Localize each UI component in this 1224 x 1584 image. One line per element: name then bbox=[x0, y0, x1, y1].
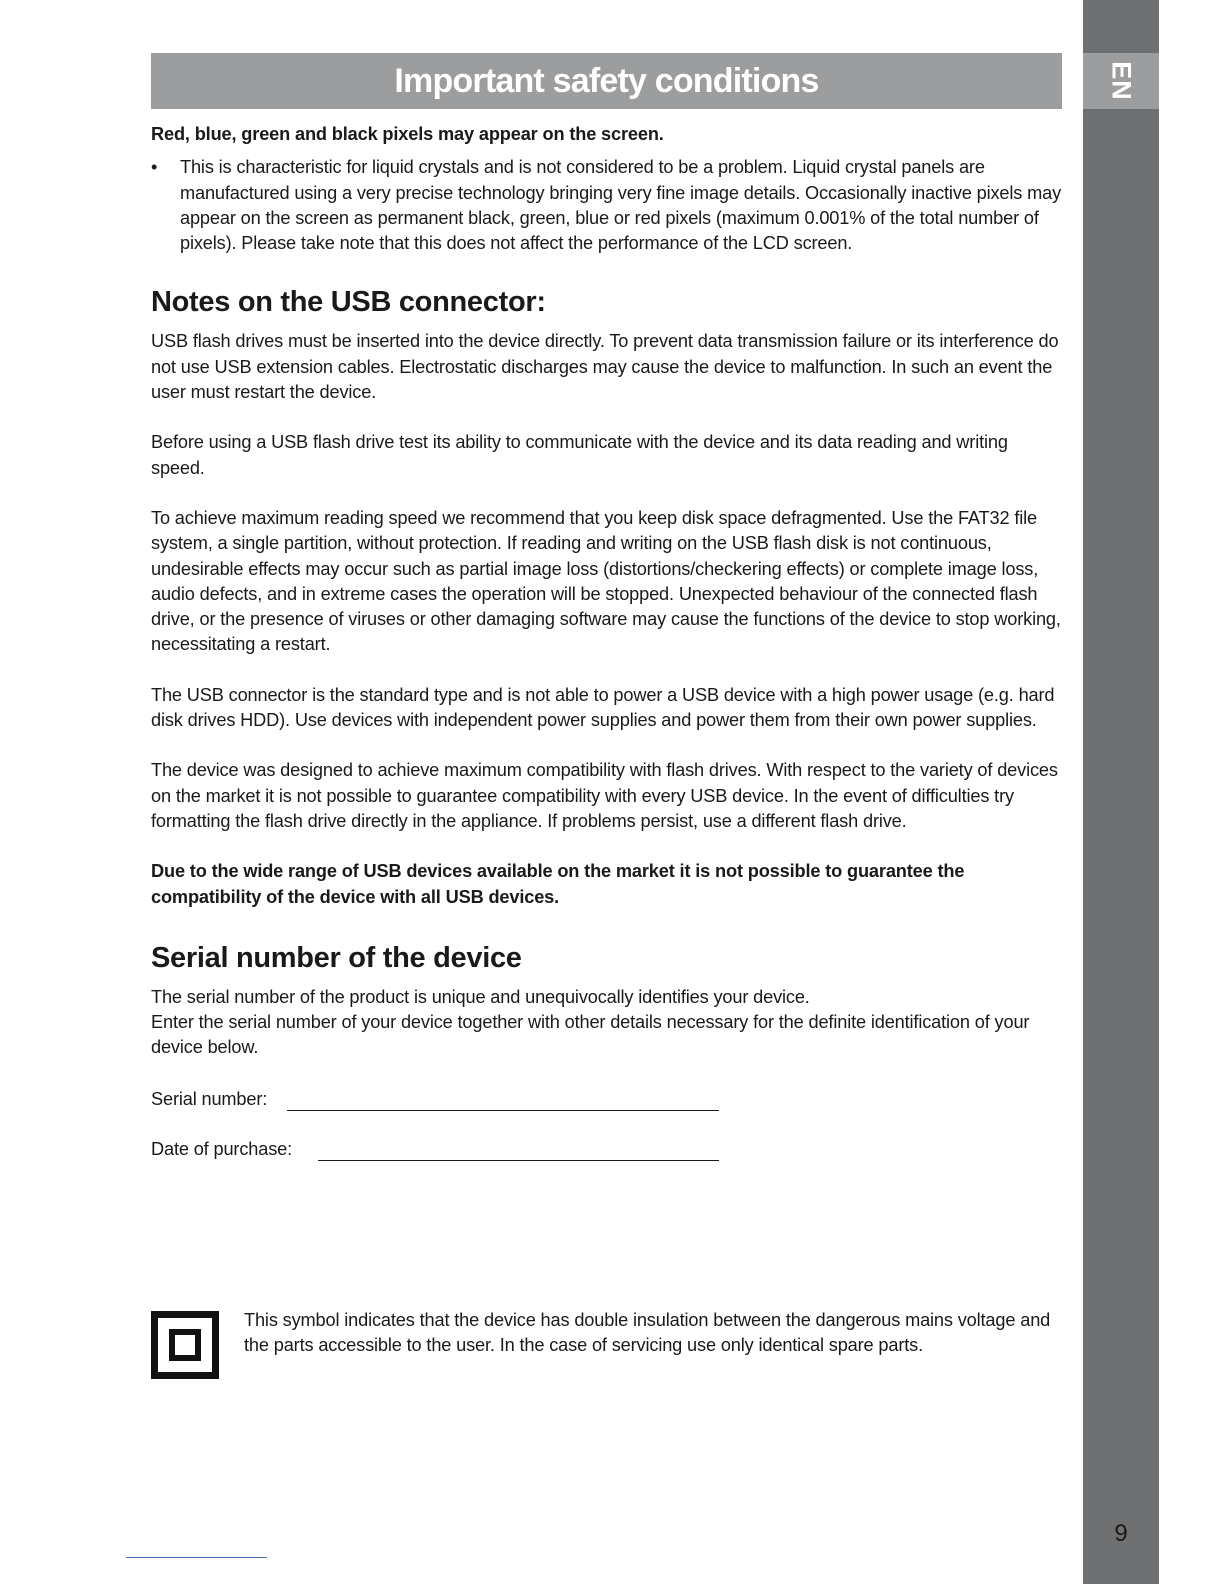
usb-heading: Notes on the USB connector: bbox=[151, 286, 546, 319]
usb-compatibility-note: Due to the wide range of USB devices available on the market it is not possible to guarantee the compatibility of the device with all USB devices. bbox=[151, 861, 965, 907]
serial-number-blank[interactable] bbox=[287, 1110, 719, 1111]
serial-line-2: Enter the serial number of your device together with other details necessary for the definite identification of your device below. bbox=[151, 1012, 1030, 1058]
usb-paragraph: The USB connector is the standard type and is not able to power a USB device with a high power usage (e.g. hard disk drives HDD). Use devices with independent power supplies and power them from their own power supplies. bbox=[151, 684, 1055, 731]
serial-line-1: The serial number of the product is unique and unequivocally identifies your device. bbox=[151, 986, 810, 1007]
page-number: 9 bbox=[1114, 1520, 1128, 1547]
double-insulation-text: This symbol indicates that the device has double insulation between the dangerous mains voltage and the parts accessible to the user. In the case of servicing use only identical spare parts. bbox=[244, 1310, 1051, 1356]
usb-paragraph: USB flash drives must be inserted into the device directly. To prevent data transmission failure or its interference do not use USB extension cables. Electrostatic discharges may cause the device to malfunction. In such an event the user must restart the device. bbox=[151, 331, 1059, 403]
pixels-lead: Red, blue, green and black pixels may appear on the screen. bbox=[151, 124, 664, 144]
language-label: EN bbox=[1106, 61, 1137, 101]
usb-paragraph: The device was designed to achieve maximum compatibility with flash drives. With respect to the variety of devices on the market it is not possible to guarantee compatibility with every USB device. In the event of difficulties try formatting the flash drive directly in the appliance. If problems persist, use a different flash drive. bbox=[151, 760, 1058, 831]
page-title: Important safety conditions bbox=[394, 61, 819, 100]
date-of-purchase-blank[interactable] bbox=[318, 1160, 719, 1161]
side-strip bbox=[1083, 0, 1159, 1584]
pixels-bullet-text: This is characteristic for liquid crystals and is not considered to be a problem. Liquid crystal panels are manufactured using a very precise technology bringing very fine image details. Occasionally inactive pixels may appear on the screen as permanent black, green, blue or red pixels (maximum 0.001% of the total number of pixels). Please take note that this does not affect the performance of the LCD screen. bbox=[180, 157, 1062, 254]
date-of-purchase-label: Date of purchase: bbox=[151, 1138, 293, 1159]
footer-rule bbox=[126, 1557, 267, 1558]
serial-number-label: Serial number: bbox=[151, 1088, 268, 1109]
usb-paragraph: Before using a USB flash drive test its ability to communicate with the device and its data reading and writing speed. bbox=[151, 432, 1008, 478]
double-insulation-icon bbox=[151, 1311, 219, 1379]
main-content bbox=[151, 122, 1062, 1162]
serial-heading: Serial number of the device bbox=[151, 941, 522, 974]
pixels-bullet bbox=[151, 155, 1062, 256]
usb-paragraph: To achieve maximum reading speed we recommend that you keep disk space defragmented. Use the FAT32 file system, a single partition, without protection. If reading and writing on the USB flash disk is not continuous, undesirable effects may occur such as partial image loss (distortions/checkering effects) or complete image loss, audio defects, and in extreme cases the operation will be stopped. Unexpected behaviour of the connected flash drive, or the presence of viruses or other damaging software may cause the functions of the device to stop working, necessitating a restart. bbox=[151, 507, 1061, 655]
bullet-dot: • bbox=[151, 157, 158, 178]
header-band bbox=[151, 53, 1062, 109]
date-of-purchase-field bbox=[151, 1137, 1062, 1162]
serial-number-field bbox=[151, 1087, 1062, 1112]
